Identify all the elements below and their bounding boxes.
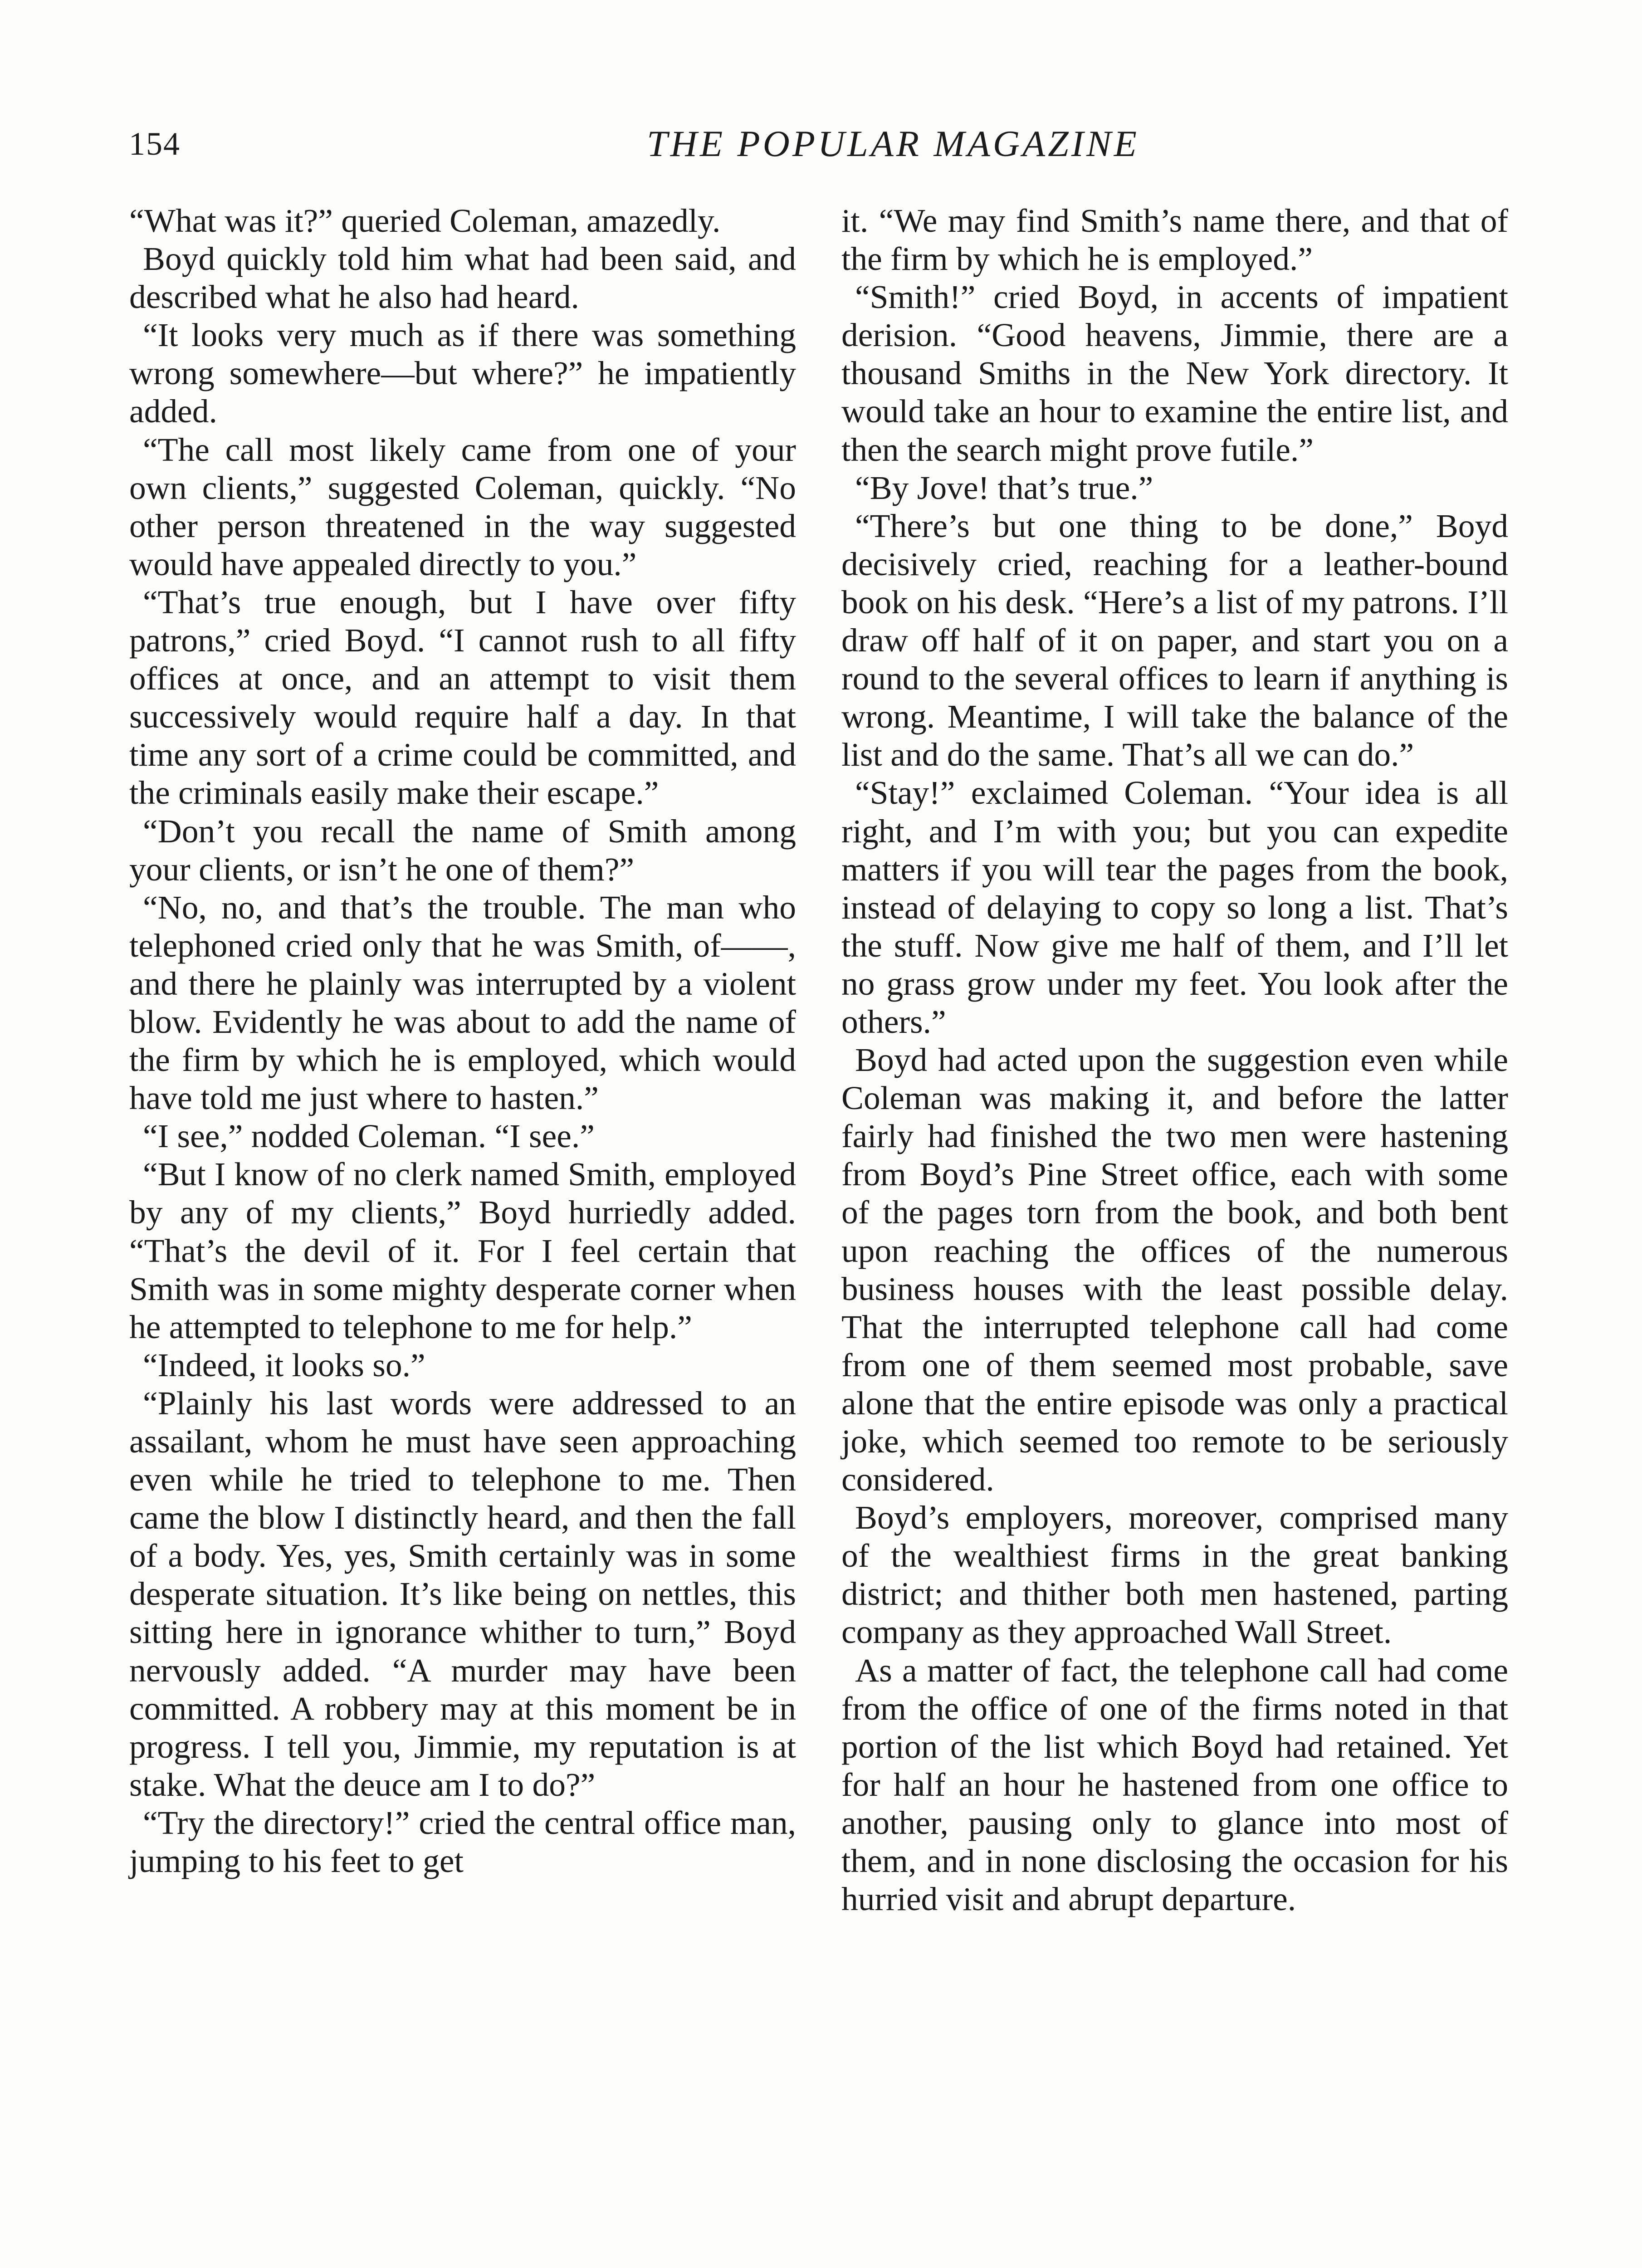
paragraph: “It looks very much as if there was something wrong somewhere—but where?” he impatiently added. [129,317,796,430]
paragraph: “No, no, and that’s the trouble. The man who telephoned cried only that he was Smith, of——, and there he plainly was interrupted by a violent blow. Evidently he was about to add the name of the firm by which he is employed, which would have told me just where to hasten.” [129,889,796,1117]
right-column [841,202,1508,1918]
page-header [129,119,1508,169]
paragraph: Boyd’s employers, moreover, comprised many of the wealthiest firms in the great banking district; and thither both men hastened, parting company as they approached Wall Street. [841,1499,1508,1651]
paragraph: “Smith!” cried Boyd, in accents of impatient derision. “Good heavens, Jimmie, there are a thousand Smiths in the New York directory. It would take an hour to examine the entire list, and then the search might prove futile.” [841,279,1508,468]
paragraph: “But I know of no clerk named Smith, employed by any of my clients,” Boyd hurriedly added. “That’s the devil of it. For I feel certain that Smith was in some mighty desperate corner when he attempted to telephone to me for help.” [129,1156,796,1345]
paragraph: “There’s but one thing to be done,” Boyd decisively cried, reaching for a leather-bound book on his desk. “Here’s a list of my patrons. I’ll draw off half of it on paper, and start you on a round to the several offices to learn if anything is wrong. Meantime, I will take the balance of the list and do the same. That’s all we can do.” [841,507,1508,773]
paragraph: “Indeed, it looks so.” [143,1346,425,1383]
running-title: THE POPULAR MAGAZINE [647,123,1139,164]
paragraph: Boyd quickly told him what had been said, and described what he also had heard. [129,240,796,316]
paragraph: “Plainly his last words were addressed to an assailant, whom he must have seen approaching even while he tried to telephone to me. Then came the blow I distinctly heard, and then the fall of a body. Yes, yes, Smith certainly was in some desperate situation. It’s like being on nettles, this sitting here in ignorance whither to turn,” Boyd nervously added. “A murder may have been committed. A robbery may at this moment be in progress. I tell you, Jimmie, my reputation is at stake. What the deuce am I to do?” [129,1384,796,1803]
paragraph: “Stay!” exclaimed Coleman. “Your idea is all right, and I’m with you; but you can expedite matters if you will tear the pages from the book, instead of delaying to copy so long a list. That’s the stuff. Now give me half of them, and I’ll let no grass grow under my feet. You look after the others.” [841,774,1508,1040]
paragraph: it. “We may find Smith’s name there, and that of the firm by which he is employed.” [841,202,1508,278]
paragraph: “By Jove! that’s true.” [855,469,1153,506]
paragraph: As a matter of fact, the telephone call had come from the office of one of the firms noted in that portion of the list which Boyd had retained. Yet for half an hour he hastened from one office to another, pausing only to glance into most of them, and in none disclosing the occasion for his hurried visit and abrupt departure. [841,1652,1508,1918]
paragraph: “That’s true enough, but I have over fifty patrons,” cried Boyd. “I cannot rush to all fifty offices at once, and an attempt to visit them successively would require half a day. In that time any sort of a crime could be committed, and the criminals easily make their escape.” [129,583,796,811]
paragraph: “The call most likely came from one of your own clients,” suggested Coleman, quickly. “No other person threatened in the way suggested would have appealed directly to you.” [129,431,796,582]
paragraph: “I see,” nodded Coleman. “I see.” [143,1118,595,1155]
paragraph: Boyd had acted upon the suggestion even while Coleman was making it, and before the latter fairly had finished the two men were hastening from Boyd’s Pine Street office, each with some of the pages torn from the book, and both bent upon reaching the offices of the numerous business houses with the least possible delay. That the interrupted telephone call had come from one of them seemed most probable, save alone that the entire episode was only a practical joke, which seemed too remote to be seriously considered. [841,1041,1508,1498]
page-number: 154 [129,126,181,162]
paragraph: “Try the directory!” cried the central office man, jumping to his feet to get [129,1804,796,1880]
left-column [129,202,796,1880]
paragraph: “Don’t you recall the name of Smith among your clients, or isn’t he one of them?” [129,812,796,888]
paragraph: “What was it?” queried Coleman, amazedly. [129,202,721,239]
